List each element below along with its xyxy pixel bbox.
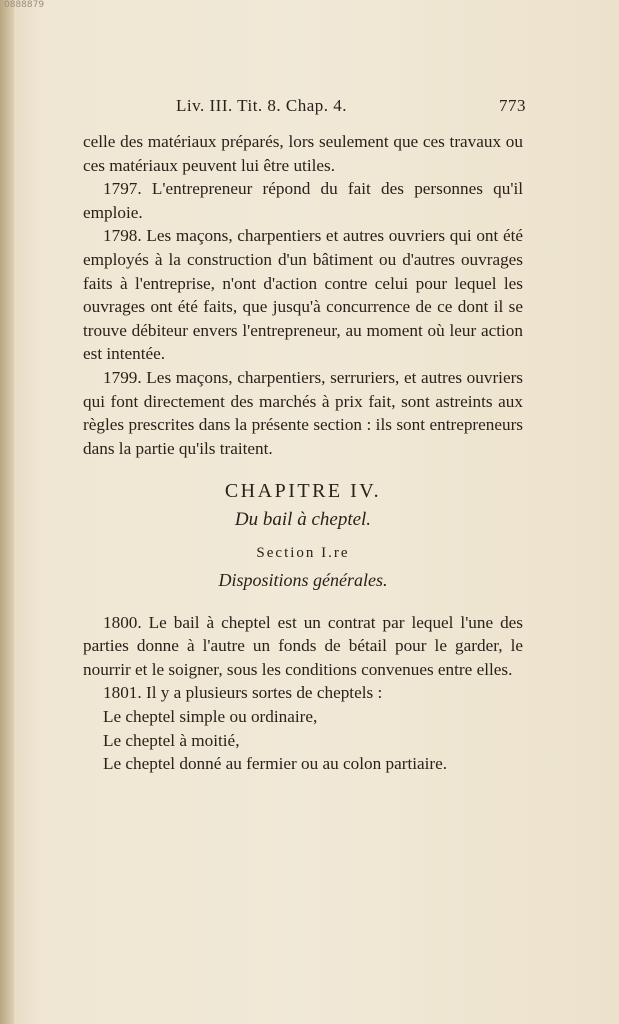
article-1797: 1797. L'entrepreneur répond du fait des personnes qu'il emploie. (83, 179, 523, 222)
page-body (83, 130, 523, 776)
list-item: Le cheptel simple ou ordinaire, (103, 707, 318, 727)
running-header (176, 96, 526, 120)
chapter-title: CHAPITRE IV. (224, 480, 382, 503)
article-1801: 1801. Il y a plusieurs sortes de cheptels : (103, 683, 383, 703)
section-subtitle: Dispositions générales. (218, 570, 388, 591)
section-title: Section I.re (256, 544, 350, 561)
page-number: 773 (499, 96, 526, 115)
article-1800: 1800. Le bail à cheptel est un contrat par lequel l'une des parties donne à l'autre un fonds de bétail pour le garder, le nourrir et le soigner, sous les conditions convenues entre elles. (83, 612, 523, 679)
chapter-subtitle: Du bail à cheptel. (234, 508, 372, 530)
list-item: Le cheptel donné au fermier ou au colon partiaire. (103, 754, 448, 774)
running-title: Liv. III. Tit. 8. Chap. 4. (176, 96, 348, 115)
article-1798: 1798. Les maçons, charpentiers et autres ouvriers qui ont été employés à la construction d'un bâtiment ou d'autres ouvrages faits à l'entreprise, n'ont d'action contre celui pour lequel les ouvrages ont été faits, que jusqu'à concurrence de ce dont il se trouve débiteur envers l'entrepreneur, au moment où leur action est intentée. (83, 226, 523, 364)
library-stamp: 0888879 (4, 0, 45, 10)
paragraph-continuation: celle des matériaux préparés, lors seulement que ces travaux ou ces matériaux peuvent lui être utiles. (83, 132, 523, 175)
list-item: Le cheptel à moitié, (103, 730, 240, 750)
page-binding-edge (0, 0, 14, 1024)
article-1799: 1799. Les maçons, charpentiers, serruriers, et autres ouvriers qui font directement des marchés à prix fait, sont astreints aux règles prescrites dans la présente section : ils sont entrepreneurs dans la partie qu'ils traitent. (83, 367, 523, 458)
